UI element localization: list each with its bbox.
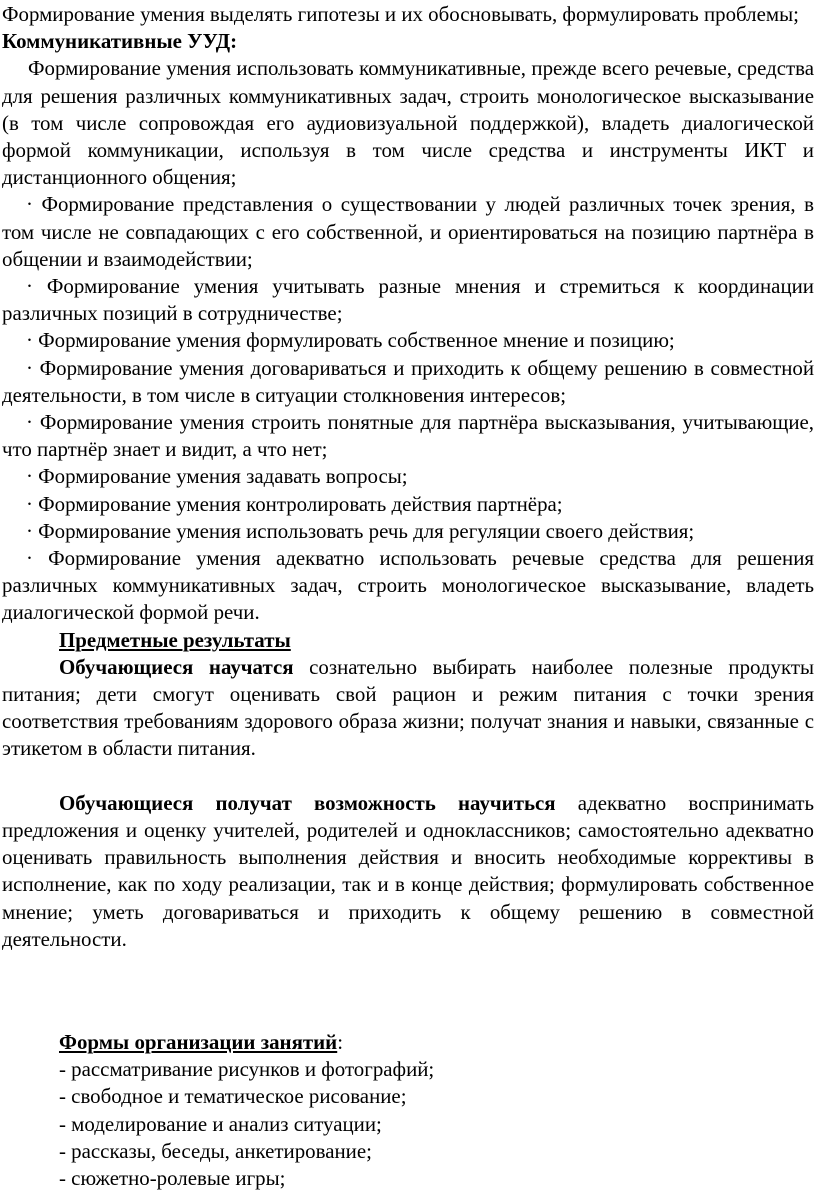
learn-text: сознательно выбирать наиболее полезные продукты питания; дети смогут оценивать свой рацион и режим питания с точки зрения соответствия требованиям здорового образа жизни; получат знания и навыки, связанные с этикетом в области питания. bbox=[2, 654, 814, 761]
forms-list-item: - свободное и тематическое рисование; bbox=[59, 1084, 407, 1109]
bullet-item: · Формирование умения контролировать действия партнёра; bbox=[26, 491, 563, 516]
subject-results-heading-text: Предметные результаты bbox=[59, 627, 291, 652]
forms-list-item: - рассматривание рисунков и фотографий; bbox=[59, 1057, 435, 1082]
learn-paragraph bbox=[2, 654, 814, 763]
spacer bbox=[2, 953, 814, 1029]
bullet-item: · Формирование умения учитывать разные мнения и стремиться к координации различных позиций в сотрудничестве; bbox=[2, 274, 814, 326]
communicative-intro: Формирование умения использовать коммуникативные, прежде всего речевые, средства для решения различных коммуникативных задач, строить монологическое высказывание (в том числе сопровождая его аудиовизуальной поддержкой), владеть диалогической формой коммуникации, используя в том числе средства и инструменты ИКТ и дистанционного общения; bbox=[2, 56, 814, 190]
learn-bold: Обучающиеся научатся bbox=[59, 654, 294, 679]
bullet-item: · Формирование умения адекватно использовать речевые средства для решения различных коммуникативных задач, строить монологическое высказывание, владеть диалогической формой речи. bbox=[2, 546, 814, 625]
bullet-item: · Формирование умения использовать речь для регуляции своего действия; bbox=[26, 518, 695, 543]
opportunity-bold: Обучающиеся получат возможность научиться bbox=[59, 790, 556, 815]
forms-list-item: - рассказы, беседы, анкетирование; bbox=[59, 1138, 372, 1163]
bullet-item: · Формирование умения формулировать собственное мнение и позицию; bbox=[26, 328, 675, 353]
forms-list-item: - моделирование и анализ ситуации; bbox=[59, 1111, 382, 1136]
bullet-item: · Формирование умения договариваться и приходить к общему решению в совместной деятельности, в том числе в ситуации столкновения интересов; bbox=[2, 355, 814, 407]
communicative-heading: Коммуникативные УУД: bbox=[2, 29, 238, 54]
forms-list-item: - сюжетно-ролевые игры; bbox=[59, 1165, 286, 1190]
intro-paragraph: Формирование умения выделять гипотезы и их обосновывать, формулировать проблемы; bbox=[2, 2, 799, 26]
bullet-item: · Формирование умения задавать вопросы; bbox=[26, 464, 408, 489]
forms-heading bbox=[2, 1029, 814, 1056]
spacer bbox=[2, 763, 814, 790]
bullet-item: · Формирование умения строить понятные для партнёра высказывания, учитывающие, что партнёр знает и видит, а что нет; bbox=[2, 410, 814, 462]
bullet-item: · Формирование представления о существовании у людей различных точек зрения, в том числе не совпадающих с его собственной, и ориентироваться на позицию партнёра в общении и взаимодействии; bbox=[2, 192, 814, 271]
opportunity-text: адекватно воспринимать предложения и оценку учителей, родителей и одноклассников; самостоятельно адекватно оценивать правильность выполнения действия и вносить необходимые коррективы в исполнение, как по ходу реализации, так и в конце действия; формулировать собственное мнение; уметь договариваться и приходить к общему решению в совместной деятельности. bbox=[2, 790, 814, 951]
forms-heading-colon: : bbox=[337, 1029, 344, 1054]
opportunity-paragraph bbox=[2, 790, 814, 953]
subject-results-heading bbox=[2, 627, 814, 654]
forms-heading-text: Формы организации занятий bbox=[59, 1029, 338, 1054]
